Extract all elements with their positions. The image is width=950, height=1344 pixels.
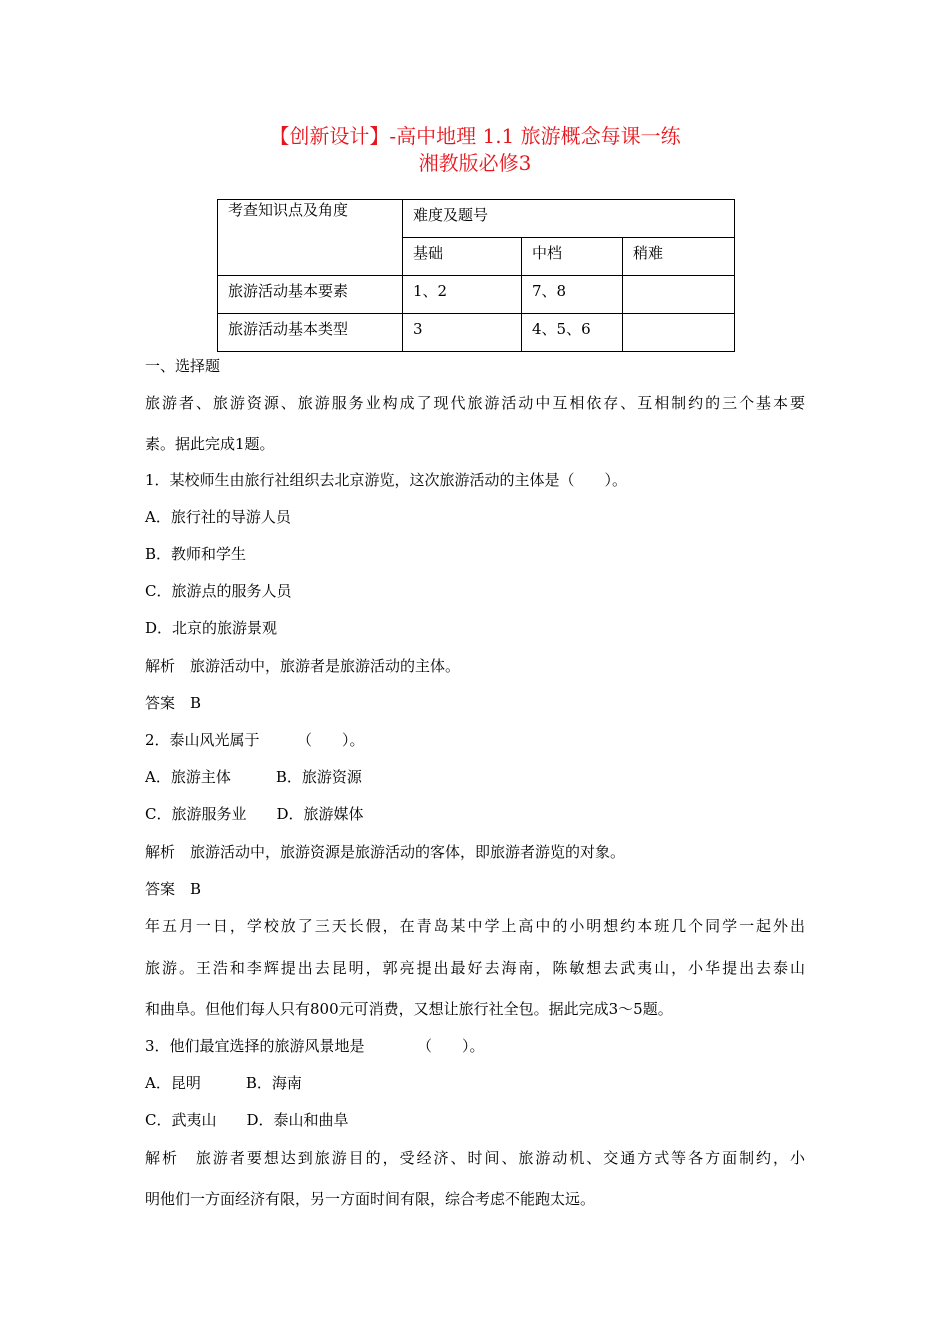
option-line: C．旅游服务业 D．旅游媒体 bbox=[145, 805, 364, 823]
table-row bbox=[218, 314, 735, 352]
table-cell-topic: 旅游活动基本要素 bbox=[218, 276, 403, 314]
analysis-line: 解析 旅游活动中，旅游资源是旅游活动的客体，即旅游者游览的对象。 bbox=[145, 843, 626, 861]
analysis-line: 明他们一方面经济有限，另一方面时间有限，综合考虑不能跑太远。 bbox=[145, 1190, 596, 1208]
table-cell-medium: 4、5、6 bbox=[522, 314, 623, 352]
question-3: 3．他们最宜选择的旅游风景地是 （ ）。 bbox=[145, 1037, 485, 1055]
intro-paragraph-line: 旅游者、旅游资源、旅游服务业构成了现代旅游活动中互相依存、互相制约的三个基本要 bbox=[145, 394, 805, 412]
question-1: 1．某校师生由旅行社组织去北京游览，这次旅游活动的主体是（ ）。 bbox=[145, 471, 628, 489]
table-cell-basic: 3 bbox=[403, 314, 522, 352]
intro-paragraph-line: 旅游。王浩和李辉提出去昆明，郭亮提出最好去海南，陈敏想去武夷山，小华提出去泰山 bbox=[145, 959, 805, 977]
table-subheader-medium: 中档 bbox=[522, 238, 623, 276]
table-cell-medium: 7、8 bbox=[522, 276, 623, 314]
option-line: C．旅游点的服务人员 bbox=[145, 582, 292, 600]
table-cell-hard bbox=[623, 276, 735, 314]
question-2: 2．泰山风光属于 （ ）。 bbox=[145, 731, 365, 749]
section-heading: 一、选择题 bbox=[145, 357, 221, 375]
table-subheader-hard: 稍难 bbox=[623, 238, 735, 276]
option-line: C．武夷山 D．泰山和曲阜 bbox=[145, 1111, 349, 1129]
answer-line: 答案 B bbox=[145, 880, 202, 898]
intro-paragraph-line: 素。据此完成1题。 bbox=[145, 435, 275, 453]
analysis-line: 解析 旅游活动中，旅游者是旅游活动的主体。 bbox=[145, 657, 461, 675]
analysis-line: 解析 旅游者要想达到旅游目的，受经济、时间、旅游动机、交通方式等各方面制约，小 bbox=[145, 1149, 805, 1167]
intro-paragraph-line: 年五月一日，学校放了三天长假，在青岛某中学上高中的小明想约本班几个同学一起外出 bbox=[145, 917, 805, 935]
knowledge-difficulty-table bbox=[217, 199, 735, 352]
option-line: A．昆明 B．海南 bbox=[145, 1074, 302, 1092]
option-line: A．旅行社的导游人员 bbox=[145, 508, 291, 526]
option-line: D．北京的旅游景观 bbox=[145, 619, 278, 637]
intro-paragraph-line: 和曲阜。但他们每人只有800元可消费，又想让旅行社全包。据此完成3～5题。 bbox=[145, 1000, 673, 1018]
option-line: B．教师和学生 bbox=[145, 545, 247, 563]
document-title-line-2: 湘教版必修3 bbox=[418, 151, 532, 175]
table-subheader-basic: 基础 bbox=[403, 238, 522, 276]
table-cell-basic: 1、2 bbox=[403, 276, 522, 314]
table-cell-topic: 旅游活动基本类型 bbox=[218, 314, 403, 352]
option-line: A．旅游主体 B．旅游资源 bbox=[145, 768, 362, 786]
answer-line: 答案 B bbox=[145, 694, 202, 712]
table-row bbox=[218, 276, 735, 314]
table-header-topic: 考查知识点及角度 bbox=[218, 200, 403, 276]
table-header-difficulty: 难度及题号 bbox=[403, 200, 735, 238]
table-cell-hard bbox=[623, 314, 735, 352]
document-title-line-1: 【创新设计】-高中地理 1.1 旅游概念每课一练 bbox=[269, 124, 681, 148]
